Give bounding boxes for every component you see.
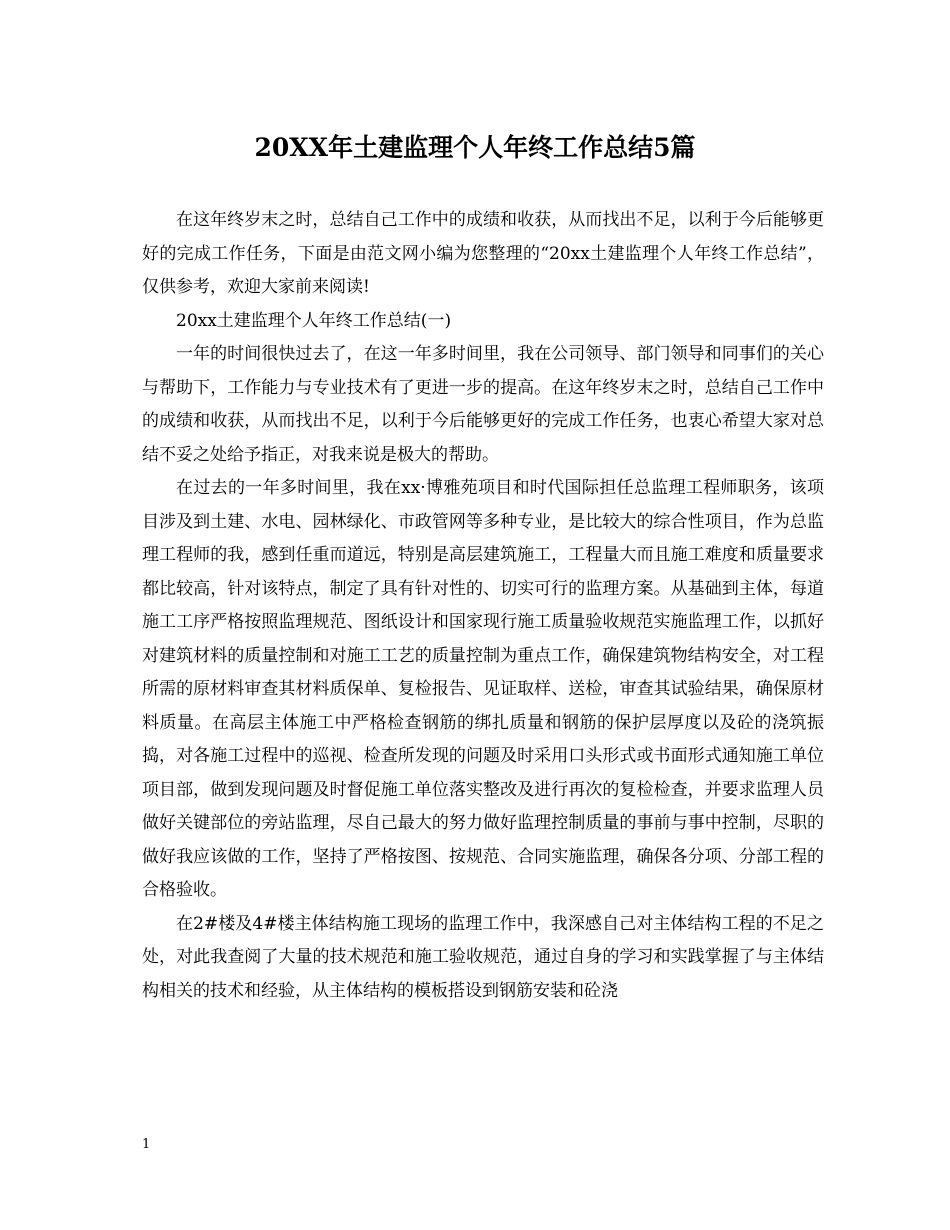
body-paragraph: 在2#楼及4#楼主体结构施工现场的监理工作中，我深感自己对主体结构工程的不足之处，对此我查阅了大量的技术规范和施工验收规范，通过自身的学习和实践掌握了与主体结构相关的技术和经验，从主体结构的模板搭设到钢筋安装和砼浇 xyxy=(142,913,824,1001)
document-body xyxy=(142,204,824,1008)
body-paragraph: 一年的时间很快过去了，在这一年多时间里，我在公司领导、部门领导和同事们的关心与帮助下，工作能力与专业技术有了更进一步的提高。在这年终岁末之时，总结自己工作中的成绩和收获，从而找出不足，以利于今后能够更好的完成工作任务，也衷心希望大家对总结不妥之处给予指正，对我来说是极大的帮助。 xyxy=(142,344,824,465)
intro-paragraph: 在这年终岁末之时，总结自己工作中的成绩和收获，从而找出不足，以利于今后能够更好的完成工作任务，下面是由范文网小编为您整理的“20xx土建监理个人年终工作总结”，仅供参考，欢迎大家前来阅读! xyxy=(142,210,824,297)
section-heading: 20xx土建监理个人年终工作总结(一) xyxy=(176,310,452,331)
document-title: 20XX年土建监理个人年终工作总结5篇 xyxy=(254,133,696,162)
body-paragraph: 在过去的一年多时间里，我在xx·博雅苑项目和时代国际担任总监理工程师职务，该项目涉及到土建、水电、园林绿化、市政管网等多种专业，是比较大的综合性项目，作为总监理工程师的我，感到任重而道远，特别是高层建筑施工，工程量大而且施工难度和质量要求都比较高，针对该特点，制定了具有针对性的、切实可行的监理方案。从基础到主体，每道施工工序严格按照监理规范、图纸设计和国家现行施工质量验收规范实施监理工作，以抓好对建筑材料的质量控制和对施工工艺的质量控制为重点工作，确保建筑物结构安全，对工程所需的原材料审查其材料质保单、复检报告、见证取样、送检，审查其试验结果，确保原材料质量。在高层主体施工中严格检查钢筋的绑扎质量和钢筋的保护层厚度以及砼的浇筑振捣，对各施工过程中的巡视、检查所发现的问题及时采用口头形式或书面形式通知施工单位项目部，做到发现问题及时督促施工单位落实整改及进行再次的复检检查，并要求监理人员做好关键部位的旁站监理，尽自己最大的努力做好监理控制质量的事前与事中控制，尽职的做好我应该做的工作，坚持了严格按图、按规范、合同实施监理，确保各分项、分部工程的合格验收。 xyxy=(142,478,824,900)
page-number: 1 xyxy=(142,1137,151,1152)
